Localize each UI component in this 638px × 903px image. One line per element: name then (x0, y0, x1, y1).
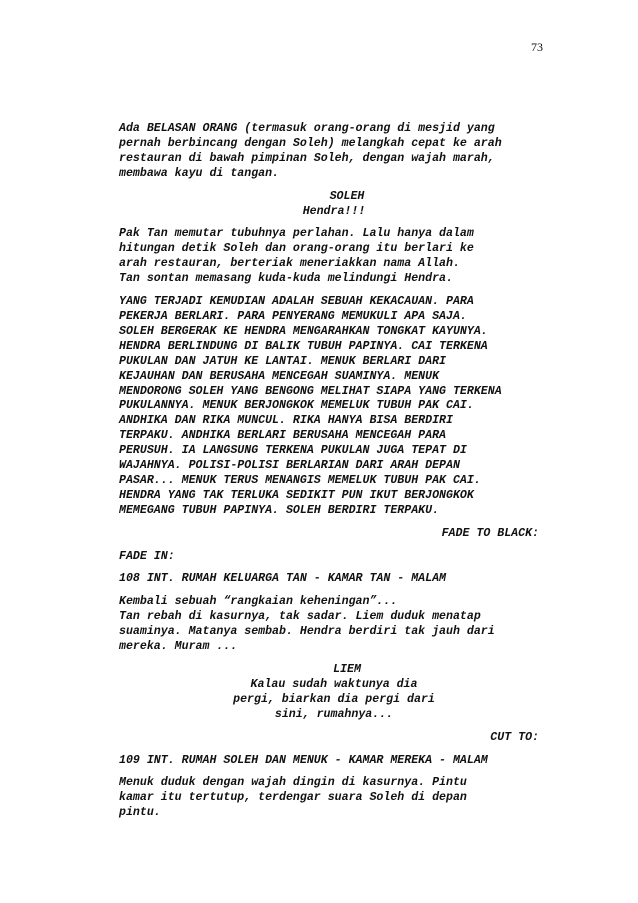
scene-heading-108: 108 INT. RUMAH KELUARGA TAN - KAMAR TAN - MALAM (119, 572, 446, 586)
transition-cut-to: CUT TO: (490, 730, 539, 744)
scene-heading-109: 109 INT. RUMAH SOLEH DAN MENUK - KAMAR MEREKA - MALAM (119, 753, 488, 767)
action-paragraph: Pak Tan memutar tubuhnya perlahan. Lalu hanya dalam hitungan detik Soleh dan orang-orang itu berlari ke arah restauran, berteriak meneriakkan nama Allah. Tan sontan memasang kuda-kuda melindungi Hendra. (119, 227, 474, 286)
dialogue-line: Hendra!!! (302, 204, 366, 218)
transition-fade-to-black: FADE TO BLACK: (441, 526, 539, 540)
character-name: LIEM (333, 663, 361, 676)
action-paragraph: Menuk duduk dengan wajah dingin di kasurnya. Pintu kamar itu tertutup, terdengar suara Soleh di depan pintu. (119, 776, 467, 820)
action-paragraph: YANG TERJADI KEMUDIAN ADALAH SEBUAH KEKACAUAN. PARA PEKERJA BERLARI. PARA PENYERANG MEMUKULI APA SAJA. SOLEH BERGERAK KE HENDRA MENGARAHKAN TONGKAT KAYUNYA. HENDRA BERLINDUNG DI BALIK TUBUH PAPINYA. CAI TERKENA PUKULAN DAN JATUH KE LANTAI. MENUK BERLARI DARI KEJAUHAN DAN BERUSAHA MENCEGAH SUAMINYA. MENUK MENDORONG SOLEH YANG BENGONG MELIHAT SIAPA YANG TERKENA PUKULANNYA. MENUK BERJONGKOK MEMELUK TUBUH PAK CAI. ANDHIKA DAN RIKA MUNCUL. RIKA HANYA BISA BERDIRI TERPAKU. ANDHIKA BERLARI BERUSAHA MENCEGAH PARA PERUSUH. IA LANGSUNG TERKENA PUKULAN JUGA TEPAT DI WAJAHNYA. POLISI-POLISI BERLARIAN DARI ARAH DEPAN PASAR... MENUK TERUS MENANGIS MEMELUK TUBUH PAK CAI. HENDRA YANG TAK TERLUKA SEDIKIT PUN IKUT BERJONGKOK MEMEGANG TUBUH PAPINYA. SOLEH BERDIRI TERPAKU. (119, 295, 502, 517)
dialogue-line: Kalau sudah waktunya dia pergi, biarkan dia pergi dari sini, rumahnya... (233, 677, 435, 721)
page-number: 73 (531, 40, 543, 54)
fade-in-heading: FADE IN: (119, 549, 175, 563)
action-paragraph: Kembali sebuah “rangkaian keheningan”... Tan rebah di kasurnya, tak sadar. Liem duduk menatap suaminya. Matanya sembab. Hendra berdiri tak jauh dari mereka. Muram ... (119, 595, 495, 654)
screenplay-body (119, 122, 549, 829)
action-paragraph: Ada BELASAN ORANG (termasuk orang-orang di mesjid yang pernah berbincang dengan Soleh) melangkah cepat ke arah restauran di bawah pimpinan Soleh, dengan wajah marah, membawa kayu di tangan. (119, 122, 502, 180)
character-name: SOLEH (329, 189, 365, 203)
